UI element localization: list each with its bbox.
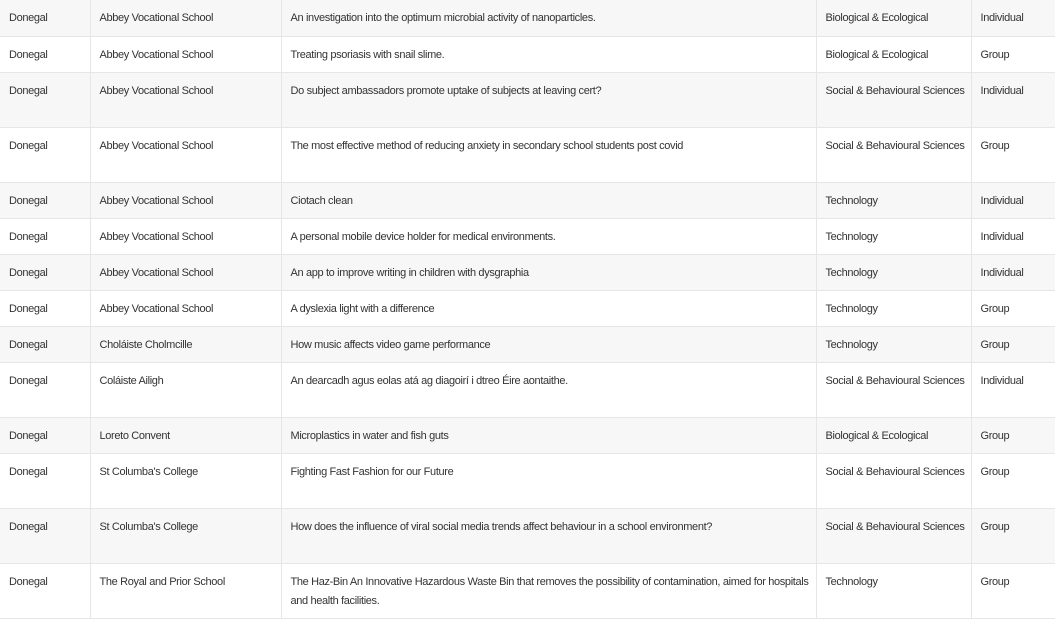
school-cell: Abbey Vocational School (90, 218, 281, 254)
school-cell: Abbey Vocational School (90, 182, 281, 218)
county-cell: Donegal (0, 254, 90, 290)
entry-type-cell: Group (971, 36, 1055, 72)
entry-type-cell: Group (971, 453, 1055, 508)
category-cell: Technology (816, 290, 971, 326)
category-cell: Biological & Ecological (816, 417, 971, 453)
category-cell: Social & Behavioural Sciences (816, 362, 971, 417)
school-cell: Coláiste Ailigh (90, 362, 281, 417)
county-cell: Donegal (0, 127, 90, 182)
entry-type-cell: Group (971, 326, 1055, 362)
table-row (0, 254, 1055, 290)
entry-type-cell: Group (971, 563, 1055, 618)
project-title-cell: An app to improve writing in children with dysgraphia (281, 254, 816, 290)
school-cell: St Columba's College (90, 508, 281, 563)
county-cell: Donegal (0, 290, 90, 326)
project-title-cell: Fighting Fast Fashion for our Future (281, 453, 816, 508)
county-cell: Donegal (0, 417, 90, 453)
category-cell: Biological & Ecological (816, 0, 971, 36)
project-title-cell: Microplastics in water and fish guts (281, 417, 816, 453)
table-row (0, 127, 1055, 182)
project-title-cell: Treating psoriasis with snail slime. (281, 36, 816, 72)
school-cell: Loreto Convent (90, 417, 281, 453)
table-row (0, 72, 1055, 127)
category-cell: Biological & Ecological (816, 36, 971, 72)
project-title-cell: How music affects video game performance (281, 326, 816, 362)
category-cell: Social & Behavioural Sciences (816, 508, 971, 563)
category-cell: Technology (816, 218, 971, 254)
project-title-cell: A personal mobile device holder for medical environments. (281, 218, 816, 254)
entry-type-cell: Individual (971, 72, 1055, 127)
table-row (0, 453, 1055, 508)
school-cell: Abbey Vocational School (90, 36, 281, 72)
table-row (0, 326, 1055, 362)
entry-type-cell: Individual (971, 362, 1055, 417)
table-row (0, 0, 1055, 36)
county-cell: Donegal (0, 362, 90, 417)
county-cell: Donegal (0, 0, 90, 36)
county-cell: Donegal (0, 508, 90, 563)
entry-type-cell: Group (971, 508, 1055, 563)
county-cell: Donegal (0, 218, 90, 254)
project-title-cell: The most effective method of reducing anxiety in secondary school students post covid (281, 127, 816, 182)
county-cell: Donegal (0, 453, 90, 508)
school-cell: The Royal and Prior School (90, 563, 281, 618)
entry-type-cell: Individual (971, 0, 1055, 36)
school-cell: Abbey Vocational School (90, 290, 281, 326)
county-cell: Donegal (0, 72, 90, 127)
entry-type-cell: Group (971, 127, 1055, 182)
table-row (0, 362, 1055, 417)
category-cell: Technology (816, 563, 971, 618)
table-row (0, 508, 1055, 563)
school-cell: Abbey Vocational School (90, 127, 281, 182)
project-title-cell: The Haz-Bin An Innovative Hazardous Waste Bin that removes the possibility of contamination, aimed for hospitals and health facilities. (281, 563, 816, 618)
entry-type-cell: Individual (971, 218, 1055, 254)
school-cell: Choláiste Cholmcille (90, 326, 281, 362)
project-title-cell: How does the influence of viral social media trends affect behaviour in a school environment? (281, 508, 816, 563)
entry-type-cell: Group (971, 290, 1055, 326)
category-cell: Social & Behavioural Sciences (816, 72, 971, 127)
school-cell: Abbey Vocational School (90, 254, 281, 290)
table-row (0, 563, 1055, 618)
county-cell: Donegal (0, 182, 90, 218)
school-cell: Abbey Vocational School (90, 72, 281, 127)
project-title-cell: Do subject ambassadors promote uptake of subjects at leaving cert? (281, 72, 816, 127)
category-cell: Technology (816, 182, 971, 218)
school-cell: Abbey Vocational School (90, 0, 281, 36)
project-title-cell: A dyslexia light with a difference (281, 290, 816, 326)
category-cell: Technology (816, 326, 971, 362)
county-cell: Donegal (0, 326, 90, 362)
category-cell: Social & Behavioural Sciences (816, 127, 971, 182)
school-cell: St Columba's College (90, 453, 281, 508)
project-title-cell: Ciotach clean (281, 182, 816, 218)
entry-type-cell: Group (971, 417, 1055, 453)
entry-type-cell: Individual (971, 254, 1055, 290)
table-row (0, 417, 1055, 453)
category-cell: Social & Behavioural Sciences (816, 453, 971, 508)
project-title-cell: An dearcadh agus eolas atá ag diagoirí i dtreo Éire aontaithe. (281, 362, 816, 417)
county-cell: Donegal (0, 36, 90, 72)
table-row (0, 36, 1055, 72)
project-title-cell: An investigation into the optimum microbial activity of nanoparticles. (281, 0, 816, 36)
table-row (0, 290, 1055, 326)
category-cell: Technology (816, 254, 971, 290)
table-row (0, 218, 1055, 254)
table-row (0, 182, 1055, 218)
entry-type-cell: Individual (971, 182, 1055, 218)
county-cell: Donegal (0, 563, 90, 618)
